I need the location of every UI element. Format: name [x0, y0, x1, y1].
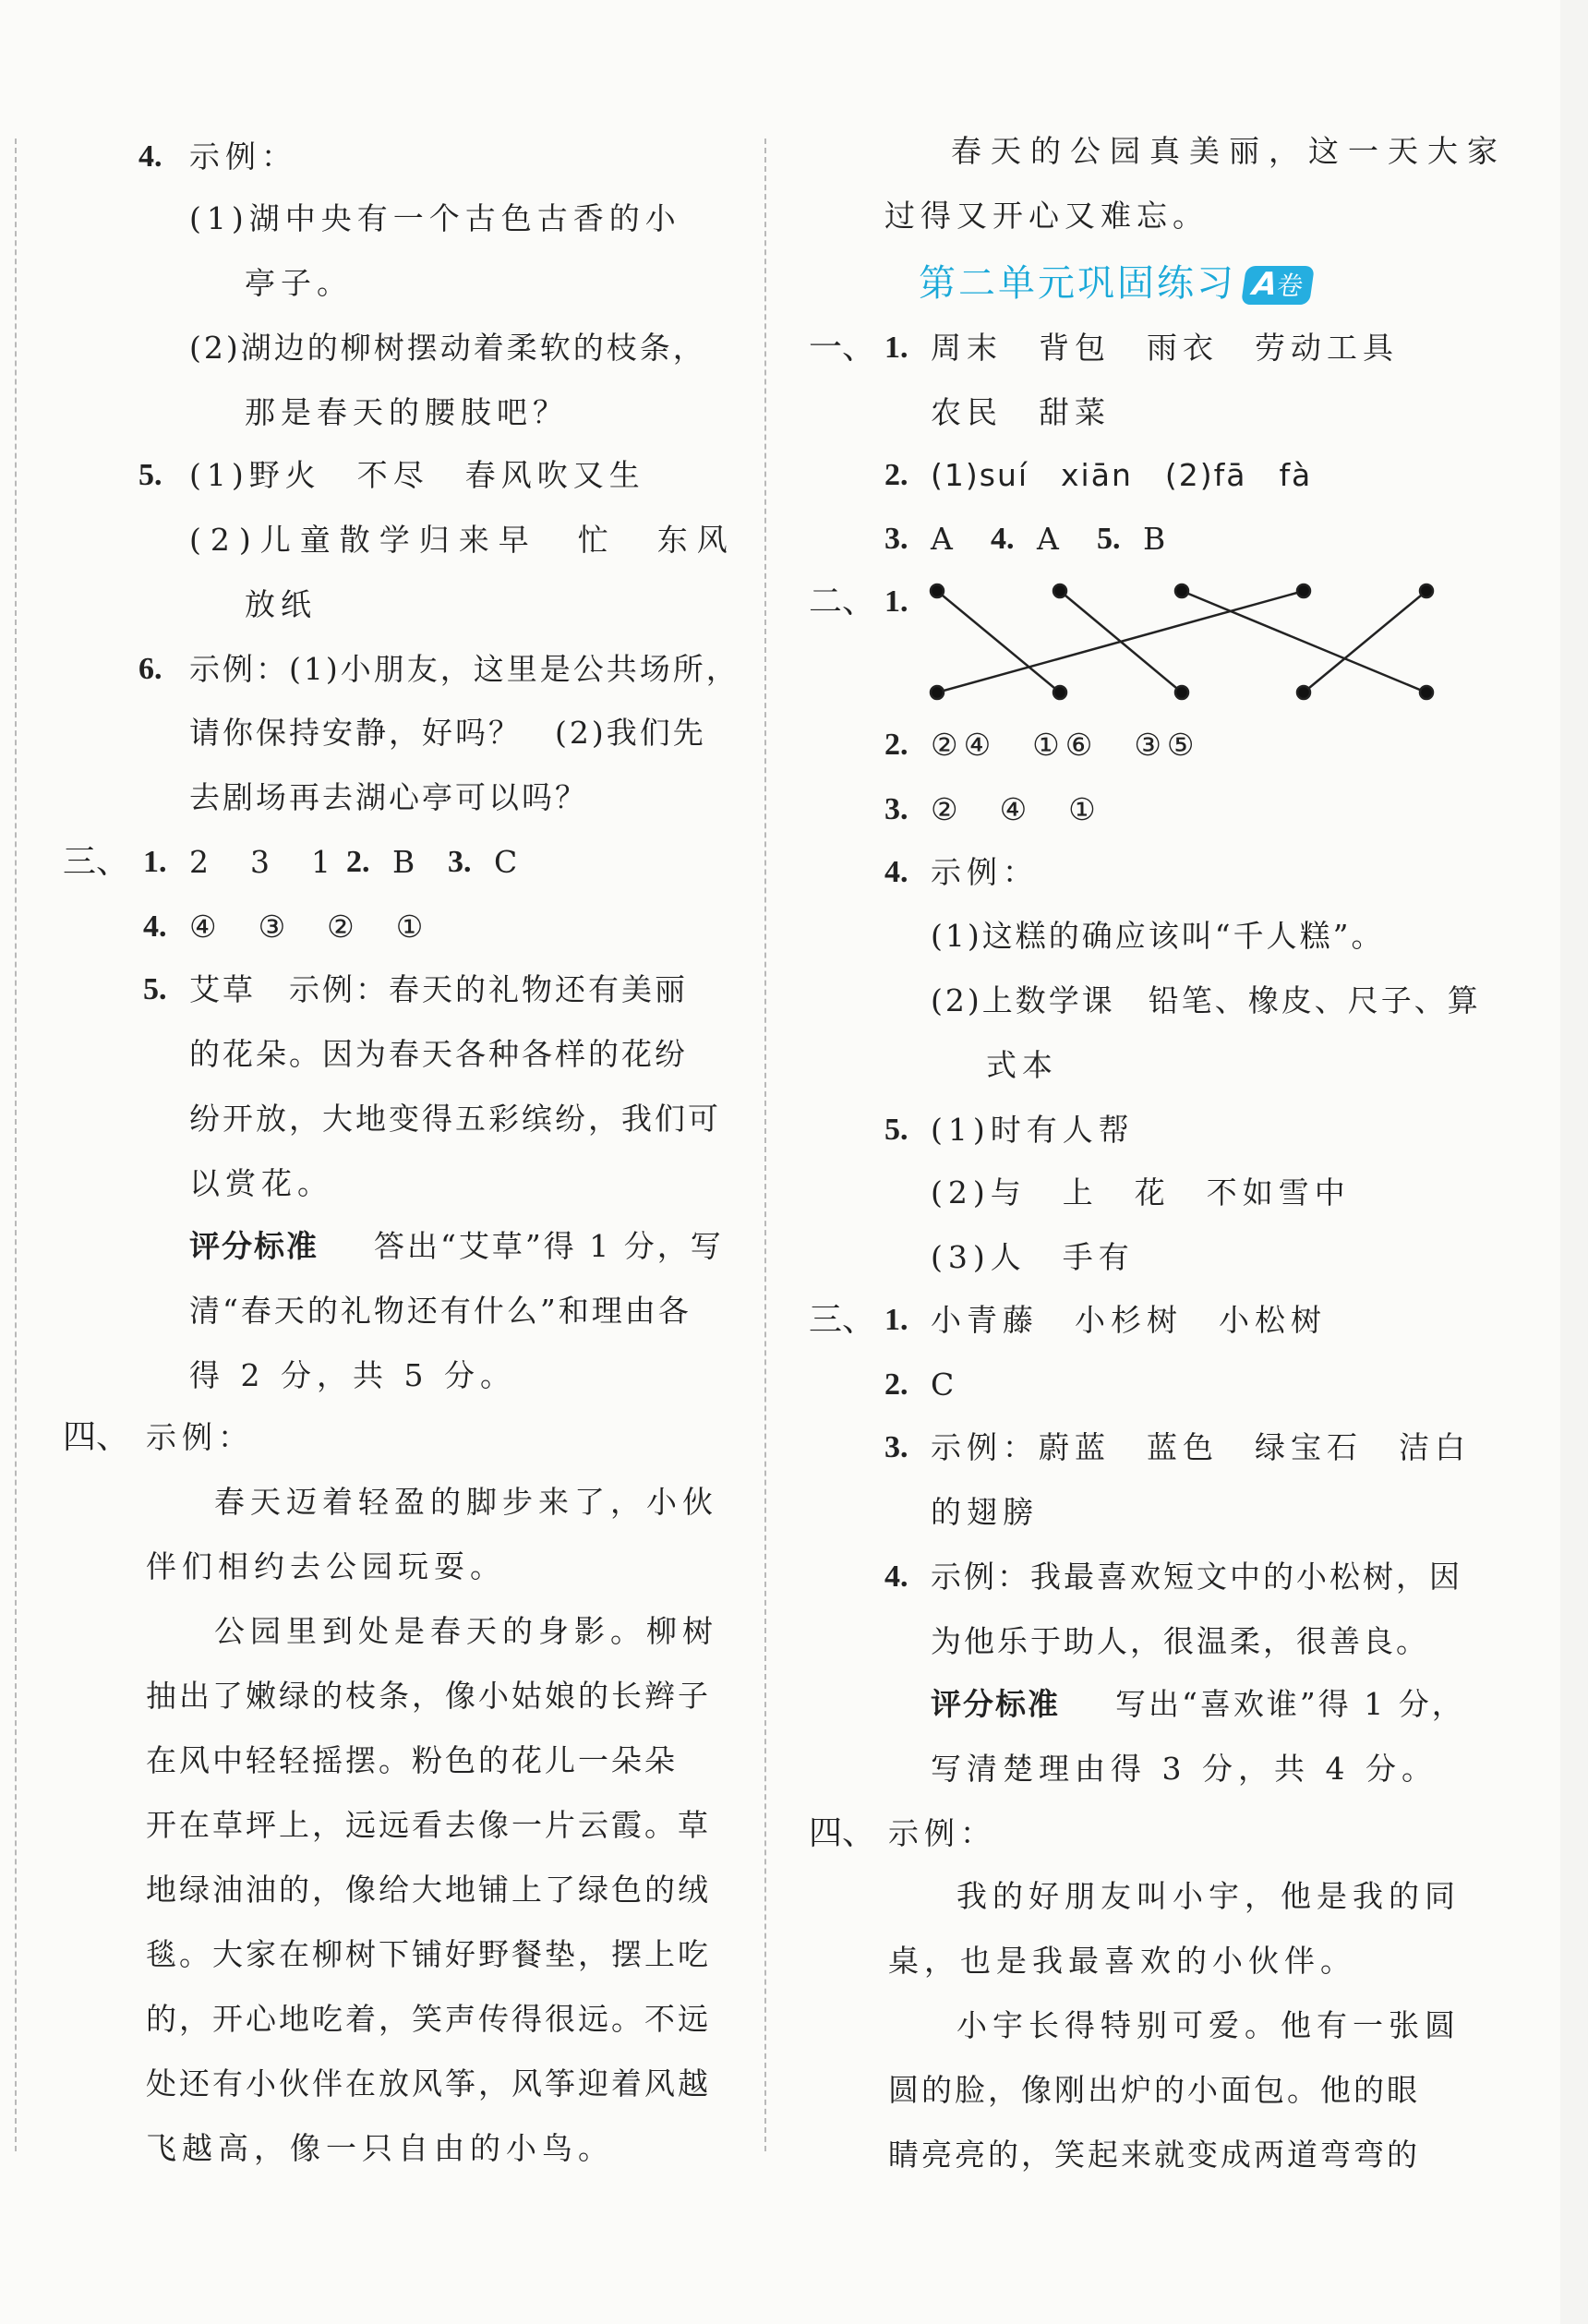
section-mark: 四、 [63, 1418, 130, 1456]
rubric-label: 评分标准 [189, 1228, 319, 1264]
question-number: 4. [884, 855, 908, 889]
essay-line: 圆的脸，像刚出炉的小面包。他的眼 [888, 2072, 1420, 2108]
match-dot [1053, 584, 1066, 597]
section-mark: 一、 [809, 329, 876, 367]
question-number: 4. [143, 909, 167, 944]
question-number: 5. [884, 1113, 908, 1147]
section-mark: 三、 [63, 843, 130, 881]
essay-line: 过得又开心又难忘。 [884, 198, 1209, 234]
match-line [1304, 591, 1426, 692]
answer-line: 的花朵。因为春天各种各样的花纷 [189, 1036, 688, 1072]
left-margin-dashed-line [15, 138, 17, 2151]
question-number: 3. [884, 792, 908, 826]
rubric-line: 写清楚理由得 3 分，共 4 分。 [931, 1751, 1438, 1787]
answer-line: (3)人 手有 [931, 1239, 1135, 1275]
question-number: 1. [884, 331, 908, 365]
answer-text: B [1143, 521, 1172, 557]
essay-line: 小宇长得特别可爱。他有一张圆 [956, 2007, 1461, 2043]
match-dot [1175, 686, 1188, 699]
section-mark: 三、 [809, 1301, 876, 1339]
rubric-line: 得 2 分，共 5 分。 [189, 1357, 516, 1393]
answer-line: 放纸 [245, 586, 317, 622]
question-number: 3. [448, 845, 472, 879]
match-dot [931, 686, 944, 699]
answer-text: ②④ ①⑥ ③⑤ [931, 727, 1200, 763]
essay-line: 睛亮亮的，笑起来就变成两道弯弯的 [888, 2137, 1420, 2173]
section-mark: 四、 [809, 1814, 876, 1852]
essay-line: 桌，也是我最喜欢的小伙伴。 [888, 1943, 1356, 1979]
example-label: 示例： [931, 854, 1039, 890]
match-dot [1297, 686, 1310, 699]
answer-line: (2)儿童散学归来早 忙 东风 [189, 522, 737, 558]
match-dot [931, 584, 944, 597]
answer-line: 亭子。 [245, 265, 353, 301]
question-number: 4. [991, 522, 1015, 556]
question-number: 6. [138, 652, 162, 686]
answer-line: 去剧场再去湖心亭可以吗？ [189, 779, 588, 815]
answer-line: 以赏花。 [189, 1165, 333, 1201]
match-line [937, 591, 1304, 692]
essay-line: 抽出了嫩绿的枝条，像小姑娘的长辫子 [146, 1678, 711, 1714]
essay-line: 毯。大家在柳树下铺好野餐垫，摆上吃 [146, 1936, 711, 1972]
essay-line: 处还有小伙伴在放风筝，风筝迎着风越 [146, 2065, 711, 2101]
answer-text: ② ④ ① [931, 791, 1101, 827]
rubric-label: 评分标准 [931, 1686, 1060, 1722]
match-line [1182, 591, 1426, 692]
example-label: 示例： [888, 1815, 996, 1851]
question-number: 4. [884, 1559, 908, 1594]
match-line [937, 591, 1060, 692]
answer-text: C [494, 844, 523, 880]
answer-line: 示例：蔚蓝 蓝色 绿宝石 洁白 [931, 1429, 1471, 1465]
match-dot [1053, 686, 1066, 699]
unit-title [919, 259, 1312, 308]
match-dot [1420, 584, 1433, 597]
question-number: 5. [143, 972, 167, 1006]
essay-line: 地绿油油的，像给大地铺上了绿色的绒 [146, 1872, 711, 1908]
answer-line: (1)时有人帮 [931, 1112, 1135, 1148]
answer-line: 农民 甜菜 [931, 394, 1111, 430]
rubric-line: 清“春天的礼物还有什么”和理由各 [189, 1293, 692, 1329]
answer-text: A [1037, 521, 1065, 557]
match-dot [1175, 584, 1188, 597]
question-number: 3. [884, 522, 908, 556]
answer-line: (2)湖边的柳树摆动着柔软的枝条， [189, 330, 706, 366]
answer-line: (2)与 上 花 不如雪中 [931, 1174, 1351, 1210]
question-number: 5. [1097, 522, 1121, 556]
answer-line: 式本 [986, 1047, 1058, 1083]
center-dashed-divider [764, 138, 766, 2151]
answer-text: 2 3 1 [189, 844, 336, 880]
unit-title-text: 第二单元巩固练习 [919, 262, 1236, 305]
volume-badge-text: 卷 [1274, 271, 1305, 301]
volume-badge-letter: A [1250, 266, 1281, 303]
example-label: 示例： [146, 1419, 254, 1455]
match-dot [1420, 686, 1433, 699]
rubric-line: 答出“艾草”得 1 分，写 [374, 1228, 724, 1264]
answer-line: 示例：我最喜欢短文中的小松树，因 [931, 1559, 1462, 1595]
answer-line: 那是春天的腰肢吧？ [245, 394, 569, 430]
question-number: 1. [884, 1303, 908, 1337]
question-number: 2. [884, 728, 908, 762]
answer-line: (1)这糕的确应该叫“千人糕”。 [931, 918, 1385, 954]
question-number: 1. [143, 845, 167, 879]
answer-text: C [931, 1367, 960, 1403]
essay-line: 我的好朋友叫小宇，他是我的同 [956, 1878, 1461, 1914]
answer-line: 纷开放，大地变得五彩缤纷，我们可 [189, 1101, 721, 1137]
question-number: 2. [884, 1367, 908, 1402]
essay-line: 开在草坪上，远远看去像一片云霞。草 [146, 1807, 711, 1843]
example-label: 示例： [189, 138, 297, 175]
answer-text: B [392, 844, 421, 880]
question-number: 2. [884, 458, 908, 492]
match-dot [1297, 584, 1310, 597]
answer-line: 周末 背包 雨衣 劳动工具 [931, 330, 1399, 366]
answer-line: 请你保持安静，好吗？ (2)我们先 [189, 715, 706, 751]
essay-line: 在风中轻轻摇摆。粉色的花儿一朵朵 [146, 1742, 678, 1778]
essay-line: 春天的公园真美丽，这一天大家 [951, 133, 1507, 169]
essay-line: 伴们相约去公园玩耍。 [146, 1548, 506, 1584]
answer-line: (2)上数学课 铅笔、橡皮、尺子、算 [931, 982, 1481, 1018]
answer-line: (1)野火 不尽 春风吹又生 [189, 457, 645, 493]
section-mark: 二、 [809, 583, 876, 620]
essay-line: 飞越高，像一只自由的小鸟。 [146, 2130, 614, 2166]
answer-line: 示例：(1)小朋友，这里是公共场所， [189, 651, 740, 687]
rubric-line: 写出“喜欢谁”得 1 分， [1115, 1686, 1465, 1722]
answer-line: 为他乐于助人，很温柔，很善良。 [931, 1623, 1429, 1659]
essay-line: 春天迈着轻盈的脚步来了，小伙 [214, 1484, 718, 1520]
essay-line: 公园里到处是春天的身影。柳树 [214, 1613, 718, 1649]
matching-lines-diagram [923, 574, 1450, 704]
answer-text: A [931, 521, 958, 557]
answer-line: (1)湖中央有一个古色古香的小 [189, 200, 681, 236]
question-number: 4. [138, 139, 162, 174]
question-number: 3. [884, 1430, 908, 1464]
question-number: 5. [138, 458, 162, 492]
question-number: 2. [346, 845, 370, 879]
answer-line: 艾草 示例：春天的礼物还有美丽 [189, 971, 688, 1007]
essay-line: 的，开心地吃着，笑声传得很远。不远 [146, 2001, 711, 2037]
volume-badge [1241, 266, 1315, 305]
answer-text: 小青藤 小杉树 小松树 [931, 1302, 1327, 1338]
answer-text: ④ ③ ② ① [189, 909, 429, 945]
answer-text: (1)suí xiān (2)fā fà [931, 457, 1313, 493]
question-number: 1. [884, 584, 908, 619]
answer-line: 的翅膀 [931, 1494, 1039, 1530]
